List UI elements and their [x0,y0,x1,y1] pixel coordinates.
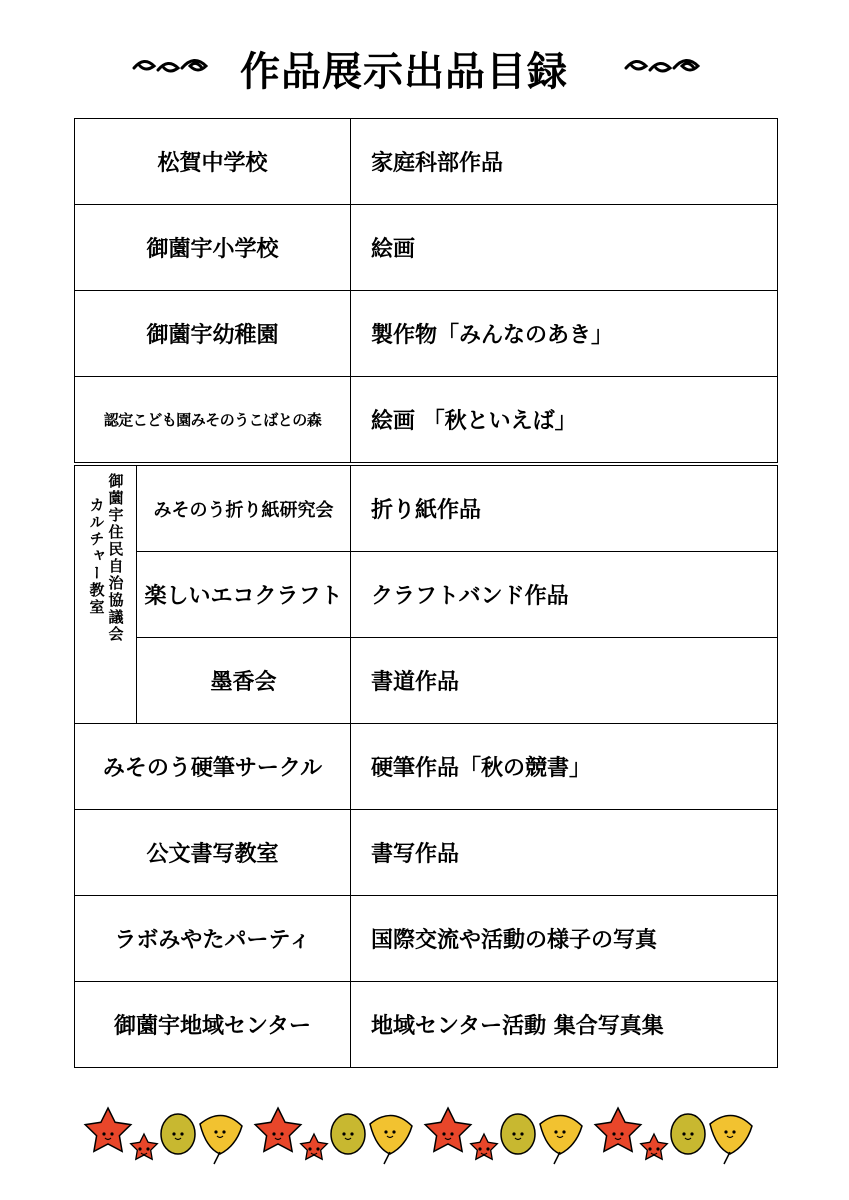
work-title: 製作物「みんなのあき」 [351,291,778,377]
small-maple-leaf-icon [641,1134,668,1159]
ginkgo-leaf-icon [200,1115,242,1164]
work-title: 書写作品 [351,810,778,896]
green-leaf-icon [671,1114,705,1154]
org-name: 認定こども園みそのうこばとの森 [75,377,351,465]
ginkgo-leaf-icon [370,1115,412,1164]
flourish-left-icon [130,52,218,82]
work-title: 国際交流や活動の様子の写真 [351,896,778,982]
group-parent-cell [75,464,137,724]
exhibit-catalog-table [74,118,778,1068]
work-title: 折り紙作品 [351,464,778,552]
org-name: みそのう硬筆サークル [75,724,351,810]
group-parent-line2: カルチャー教室 [87,497,106,616]
org-name: ラボみやたパーティ [75,896,351,982]
maple-leaf-icon [85,1108,131,1151]
work-title: 書道作品 [351,638,778,724]
table-row [75,377,778,465]
work-title: 家庭科部作品 [351,119,778,205]
work-title: 絵画 [351,205,778,291]
small-maple-leaf-icon [471,1134,498,1159]
work-title: 絵画 「秋といえば」 [351,377,778,465]
work-title: 硬筆作品「秋の競書」 [351,724,778,810]
org-name: 御薗宇幼稚園 [75,291,351,377]
org-name: みそのう折り紙研究会 [137,464,351,552]
page-title: 作品展示出品目録 [240,49,568,95]
org-name: 松賀中学校 [75,119,351,205]
maple-leaf-icon [255,1108,301,1151]
maple-leaf-icon [595,1108,641,1151]
autumn-leaves-border [82,1104,772,1168]
org-name: 墨香会 [137,638,351,724]
small-maple-leaf-icon [131,1134,158,1159]
flourish-right-icon [622,52,710,82]
table-row [75,119,778,205]
table-row [75,724,778,810]
org-name: 御薗宇小学校 [75,205,351,291]
table-row [75,810,778,896]
ginkgo-leaf-icon [710,1115,752,1164]
table-row [75,291,778,377]
small-maple-leaf-icon [301,1134,328,1159]
title-area [0,34,849,100]
org-name: 御薗宇地域センター [75,982,351,1068]
green-leaf-icon [161,1114,195,1154]
green-leaf-icon [501,1114,535,1154]
table-row [75,896,778,982]
org-name: 公文書写教室 [75,810,351,896]
ginkgo-leaf-icon [540,1115,582,1164]
table-row [75,205,778,291]
group-parent-line1: 御薗宇住民自治協議会 [106,473,125,643]
table-row [75,638,778,724]
work-title: 地域センター活動 集合写真集 [351,982,778,1068]
table-row [75,552,778,638]
green-leaf-icon [331,1114,365,1154]
table-row [75,982,778,1068]
table-row [75,464,778,552]
maple-leaf-icon [425,1108,471,1151]
work-title: クラフトバンド作品 [351,552,778,638]
org-name: 楽しいエコクラフト [137,552,351,638]
